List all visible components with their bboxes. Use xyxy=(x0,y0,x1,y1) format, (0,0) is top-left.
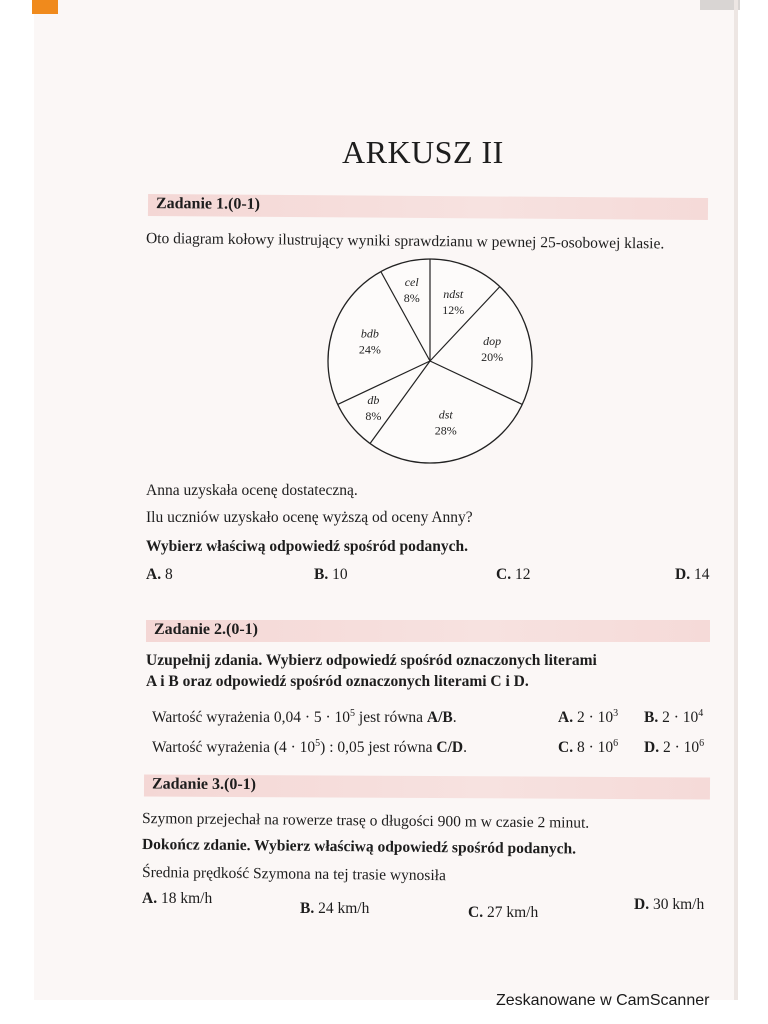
task2-row1-sentence: Wartość wyrażenia $0,04 \cdot 5 \cdot 10^5$ jest równa A/B. xyxy=(152,708,457,727)
pie-value-dst: 28% xyxy=(434,423,457,438)
pie-value-cel: 8% xyxy=(403,290,420,305)
task3-line1: Szymon przejechał na rowerze trasę o długości 900 m w czasie 2 minut. xyxy=(141,810,590,832)
page-edge xyxy=(734,0,738,1000)
task1-header-band xyxy=(148,194,708,220)
pie-label-dst: dst xyxy=(438,407,453,422)
task3-header: Zadanie 3.(0-1) xyxy=(151,775,257,794)
camscanner-watermark: Zeskanowane w CamScanner xyxy=(496,992,710,1009)
task1-answer-d[interactable]: D. 14 xyxy=(675,566,710,583)
task3-header-band xyxy=(144,775,710,800)
pie-value-bdb: 24% xyxy=(358,342,381,357)
task1-instruction: Wybierz właściwą odpowiedź spośród podanych. xyxy=(146,538,468,555)
task1-answer-b[interactable]: B. 10 xyxy=(314,566,348,583)
task3-instruction: Dokończ zdanie. Wybierz właściwą odpowiedź spośród podanych. xyxy=(141,836,577,858)
page-title: ARKUSZ II xyxy=(342,134,504,170)
task2-option-b[interactable]: B. $2 \cdot 10^4$ xyxy=(644,708,704,727)
task3-line2: Średnia prędkość Szymona na tej trasie wynosiła xyxy=(141,864,446,885)
task2-row2-sentence: Wartość wyrażenia $(4 \cdot 10^5)$ : 0,05 jest równa C/D. xyxy=(152,738,467,757)
task2-option-a[interactable]: A. $2 \cdot 10^3$ xyxy=(558,708,619,727)
pie-chart xyxy=(320,254,540,474)
pie-label-cel: cel xyxy=(404,274,419,289)
pie-label-db: db xyxy=(367,392,380,407)
task1-answer-c[interactable]: C. 12 xyxy=(496,566,531,583)
pie-label-dop: dop xyxy=(483,334,502,349)
task3-answer-c[interactable]: C. 27 km/h xyxy=(468,904,539,921)
task1-intro: Oto diagram kołowy ilustrujący wyniki sprawdzianu w pewnej 25-osobowej klasie. xyxy=(145,230,665,253)
orange-tab-marker xyxy=(32,0,58,14)
task1-header: Zadanie 1.(0-1) xyxy=(155,195,261,213)
task2-header: Zadanie 2.(0-1) xyxy=(154,621,258,638)
task2-instruction-line1: Uzupełnij zdania. Wybierz odpowiedź spośród oznaczonych literami xyxy=(146,652,597,669)
task2-option-d[interactable]: D. $2 \cdot 10^6$ xyxy=(644,738,705,757)
task1-line2: Ilu uczniów uzyskało ocenę wyższą od oceny Anny? xyxy=(146,509,473,526)
pie-value-ndst: 12% xyxy=(442,303,465,318)
task3-answer-d[interactable]: D. 30 km/h xyxy=(634,896,705,913)
pie-value-db: 8% xyxy=(365,408,382,423)
pie-value-dop: 20% xyxy=(481,350,504,365)
task2-header-band xyxy=(146,620,710,642)
task3-answer-b[interactable]: B. 24 km/h xyxy=(300,900,370,917)
pie-label-ndst: ndst xyxy=(443,287,464,302)
task2-instruction-line2: A i B oraz odpowiedź spośród oznaczonych literami C i D. xyxy=(146,673,529,690)
task3-answer-a[interactable]: A. 18 km/h xyxy=(142,890,213,907)
task2-option-c[interactable]: C. $8 \cdot 10^6$ xyxy=(558,738,619,757)
task1-line1: Anna uzyskała ocenę dostateczną. xyxy=(146,482,358,499)
pie-label-bdb: bdb xyxy=(360,326,379,341)
task1-answer-a[interactable]: A. 8 xyxy=(146,566,173,583)
